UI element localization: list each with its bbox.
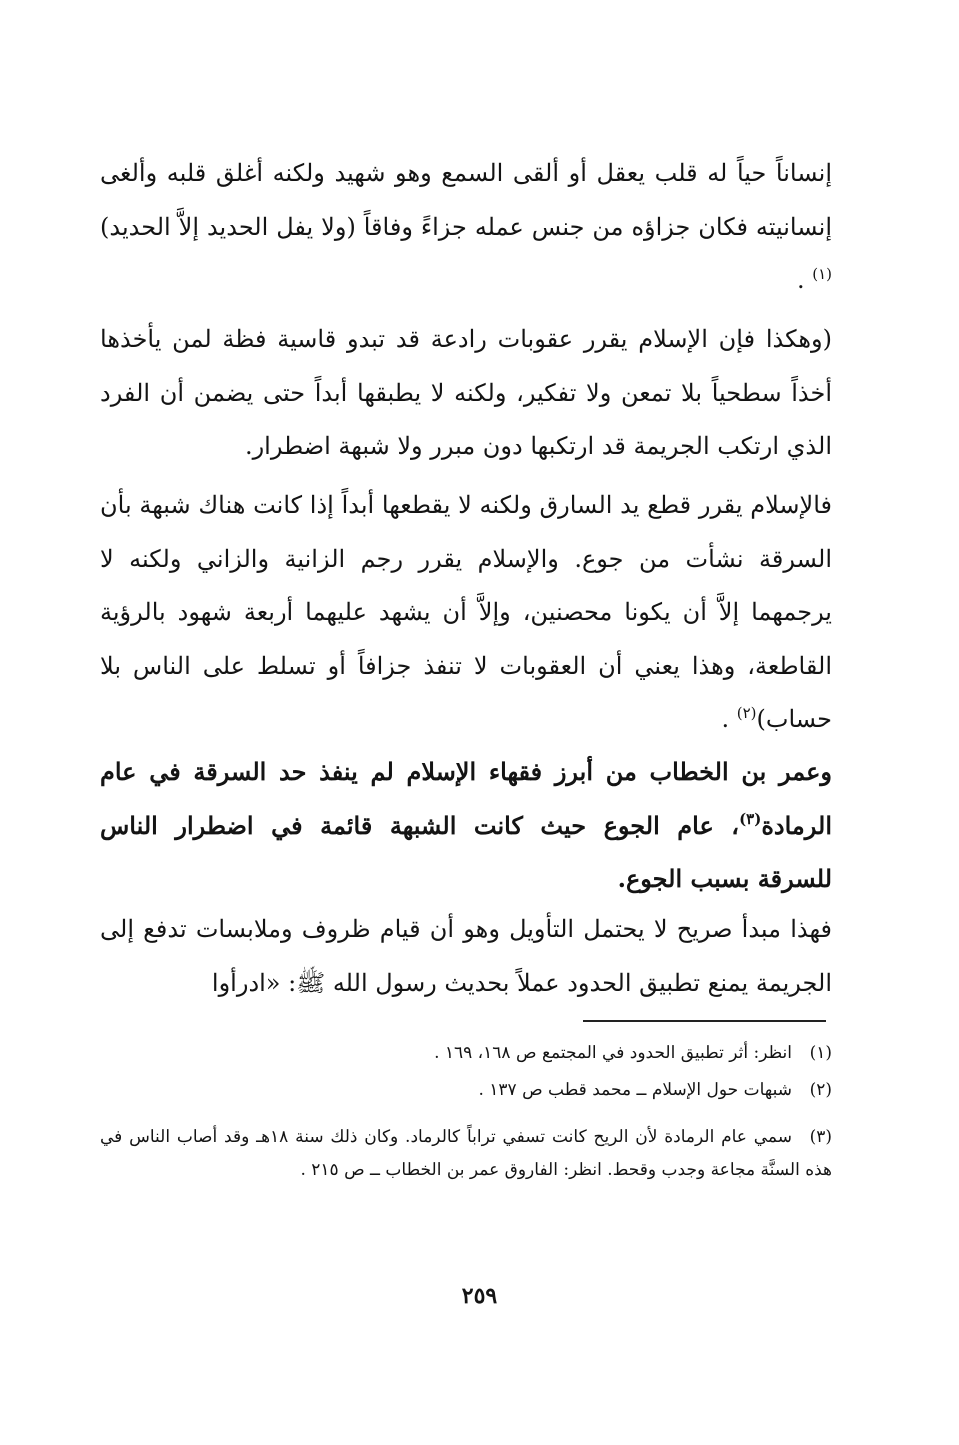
paragraph-1 [100, 147, 832, 308]
footnote-3-text: سمي عام الرمادة لأن الريح كانت تسفي تراباً كالرماد. وكان ذلك سنة ١٨هـ وقد أصاب الناس في هذه السنَّة مجاعة وجدب وقحط. انظر: الفاروق عمر بن الخطاب ــ ص ٢١٥ . [100, 1127, 832, 1180]
paragraph-5: فهذا مبدأ صريح لا يحتمل التأويل وهو أن قيام ظروف وملابسات تدفع إلى الجريمة يمنع تطبيق الحدود عملاً بحديث رسول الله ﷺ: «ادرأوا [100, 915, 832, 997]
footnote-3 [100, 1121, 832, 1187]
paragraph-1-text: إنساناً حياً له قلب يعقل أو ألقى السمع وهو شهيد ولكنه أغلق قلبه وألغى إنسانيته فكان جزاؤه من جنس عمله جزاءً وفاقاً (ولا يفل الحديد إلاَّ الحديد) [100, 159, 832, 241]
paragraph-2: (وهكذا فإن الإسلام يقرر عقوبات رادعة قد تبدو قاسية فظة لمن يأخذها أخذاً سطحياً بلا تمعن ولا تفكير، ولكنه لا يطبقها أبداً حتى يضمن أن الفرد الذي ارتكب الجريمة قد ارتكبها دون مبرر ولا شبهة اضطرار. [100, 325, 832, 460]
footnote-ref-2: (٢) [736, 704, 757, 722]
page-number: ٢٥٩ [461, 1283, 498, 1309]
footnote-3-number: (٣) [809, 1127, 832, 1147]
paragraph-3-end: . [721, 705, 737, 733]
footnote-1-text: انظر: أثر تطبيق الحدود في المجتمع ص ١٦٨، ١٦٩ . [434, 1043, 792, 1063]
footnote-2-number: (٢) [809, 1080, 832, 1100]
paragraph-1-end: . [796, 266, 813, 294]
paragraph-4-bold [100, 745, 832, 906]
footnote-1 [100, 1037, 832, 1070]
paragraph-3 [100, 479, 832, 747]
paragraph-3-text: فالإسلام يقرر قطع يد السارق ولكنه لا يقطعها أبداً إذا كانت هناك شبهة بأن السرقة نشأت من جوع. والإسلام يقرر رجم الزانية والزاني ولكنه لا يرجمهما إلاَّ أن يكونا محصنين، وإلاَّ أن يشهد عليهما أربعة شهود بالرؤية القاطعة، وهذا يعني أن العقوبات لا تنفذ جزافاً أو تسلط على الناس بلا حساب) [100, 491, 832, 733]
paragraph-4-text-b: ، عام الجوع حيث كانت الشبهة قائمة في اضطرار الناس للسرقة بسبب الجوع. [100, 810, 832, 893]
footnote-separator [583, 1020, 826, 1022]
footnote-2 [100, 1074, 832, 1107]
paragraph-4-text-a: وعمر بن الخطاب من أبرز فقهاء الإسلام لم ينفذ حد السرقة في عام الرمادة [100, 757, 832, 840]
footnote-1-number: (١) [809, 1043, 832, 1063]
footnote-2-text: شبهات حول الإسلام ــ محمد قطب ص ١٣٧ . [478, 1080, 792, 1100]
footnote-ref-1: (١) [812, 265, 832, 283]
footnote-ref-3: (٣) [739, 809, 762, 828]
